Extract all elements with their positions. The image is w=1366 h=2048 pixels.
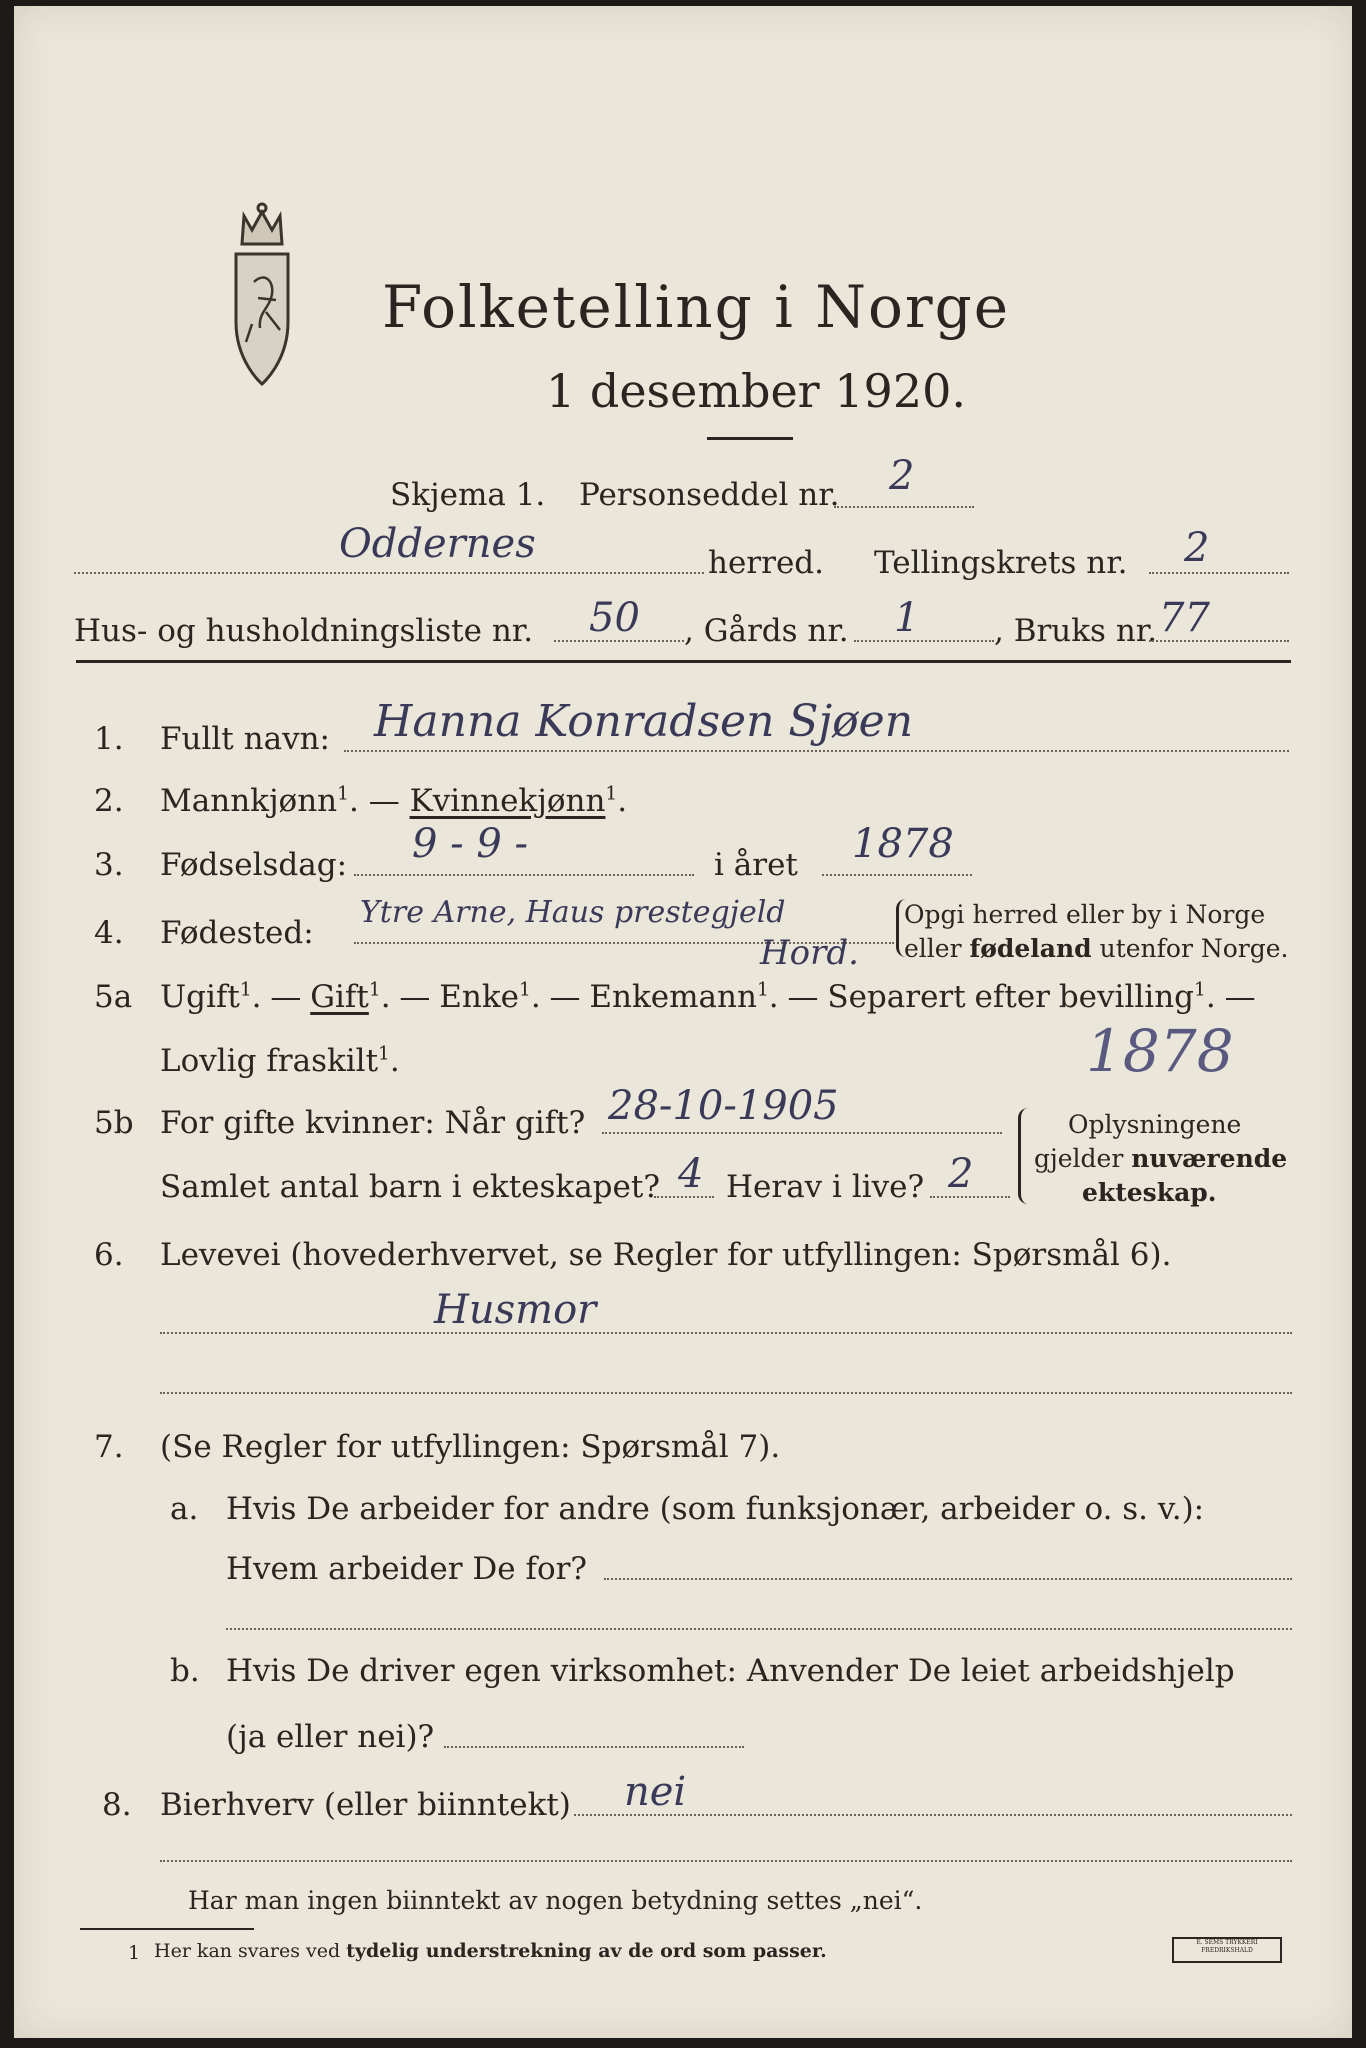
q1-line — [344, 750, 1289, 752]
q7b-question: (ja eller nei)? — [226, 1719, 435, 1755]
q7b-line — [444, 1746, 744, 1748]
q5a-lovlig — [160, 1043, 400, 1079]
footnote-text-b: tydelig understrekning av de ord som passer. — [346, 1940, 827, 1962]
q7a-letter: a. — [170, 1491, 199, 1527]
q5b-value3: 2 — [948, 1151, 974, 1197]
q5b-note-line3: ekteskap. — [1082, 1178, 1217, 1207]
q5b-label1: For gifte kvinner: Når gift? — [160, 1105, 586, 1141]
hus-label: Hus- og husholdningsliste nr. — [74, 613, 534, 649]
footnote-text — [154, 1942, 827, 1961]
q4-extra-value: Hord. — [760, 933, 859, 973]
q2-end: . — [617, 783, 628, 819]
header-divider — [76, 660, 1291, 663]
q5b-note-line2 — [1034, 1146, 1287, 1171]
skjema-label: Skjema 1. — [390, 477, 546, 513]
footnote-mark: 1 — [337, 783, 349, 805]
q5b-label2: Samlet antal barn i ekteskapet? — [160, 1169, 660, 1205]
herred-line — [74, 572, 704, 574]
norway-coat-of-arms-icon — [214, 202, 310, 402]
q8-value: nei — [624, 1769, 687, 1815]
q4-note-a: eller — [904, 934, 970, 963]
q5b-note-b: nuværende — [1131, 1144, 1288, 1173]
footnote-mark: 1 — [1194, 979, 1206, 1001]
q6-label: Levevei (hovederhvervet, se Regler for utfyllingen: Spørsmål 6). — [160, 1237, 1172, 1273]
q4-label: Fødested: — [160, 915, 314, 951]
gards-value: 1 — [894, 595, 920, 641]
footnote-mark: 1 — [378, 1043, 390, 1065]
personseddel-label: Personseddel nr. — [579, 477, 840, 513]
footnote-divider — [80, 1928, 254, 1930]
q4-note-line2 — [904, 936, 1288, 961]
q5a-lovlig-label: Lovlig fraskilt — [160, 1043, 379, 1079]
q7-label: (Se Regler for utfyllingen: Spørsmål 7). — [160, 1429, 781, 1465]
footnote-text-a: Her kan svares ved — [154, 1940, 347, 1962]
tellingskrets-label: Tellingskrets nr. — [874, 545, 1128, 581]
q3-aaret-value: 1878 — [852, 821, 954, 867]
q5a-separator: . — — [251, 979, 311, 1015]
q5a-separator: . — — [768, 979, 828, 1015]
gards-line — [854, 640, 994, 642]
q7b-letter: b. — [170, 1653, 200, 1689]
printer-stamp: E. SEMS TRYKKERI FREDRIKSHALD — [1172, 1937, 1282, 1963]
q5a-enkemann: Enkemann — [589, 979, 757, 1015]
q6-line1 — [160, 1332, 1292, 1334]
title-divider — [707, 437, 793, 440]
q5b-value2: 4 — [678, 1151, 704, 1197]
q1-value: Hanna Konradsen Sjøen — [374, 696, 914, 747]
herred-value: Oddernes — [339, 521, 536, 567]
q5a-end: . — — [1205, 979, 1256, 1015]
q1-number: 1. — [94, 721, 124, 757]
gards-label: , Gårds nr. — [684, 613, 849, 649]
personseddel-value: 2 — [889, 453, 915, 499]
q7a-question: Hvem arbeider De for? — [226, 1551, 588, 1587]
q5a-separator: . — — [530, 979, 590, 1015]
q3-aaret-label: i året — [714, 847, 798, 883]
q3-value: 9 - 9 - — [412, 821, 529, 867]
footnote-number: 1 — [128, 1942, 141, 1964]
q5a-lovlig-end: . — [389, 1043, 400, 1079]
q2-kvinnekjonn: Kvinnekjønn — [409, 783, 606, 819]
tellingskrets-value: 2 — [1184, 525, 1210, 571]
hus-value: 50 — [589, 595, 640, 641]
bruks-label: , Bruks nr. — [994, 613, 1158, 649]
q2-options — [160, 783, 628, 819]
census-form — [14, 6, 1352, 2038]
q7a-line2 — [226, 1628, 1292, 1630]
bruks-value: 77 — [1159, 595, 1210, 641]
q4-note-b: fødeland — [969, 934, 1092, 963]
q7a-line1 — [604, 1578, 1292, 1580]
tellingskrets-line — [1149, 572, 1289, 574]
q3-number: 3. — [94, 847, 124, 883]
q8-number: 8. — [102, 1787, 132, 1823]
q3-aaret-line — [822, 874, 972, 876]
q5a-ugift: Ugift — [160, 979, 240, 1015]
q3-label: Fødselsdag: — [160, 847, 348, 883]
footnote-mark: 1 — [756, 979, 769, 1001]
q5a-options — [160, 979, 1256, 1015]
q5b-value1: 28-10-1905 — [608, 1083, 839, 1129]
q5b-label3: Herav i live? — [726, 1169, 925, 1205]
q7b-text: Hvis De driver egen virksomhet: Anvender De leiet arbeidshjelp — [226, 1653, 1235, 1689]
q6-line2 — [160, 1392, 1292, 1394]
footnote-mark: 1 — [518, 979, 531, 1001]
q5b-note-line1: Oplysningene — [1068, 1110, 1242, 1139]
q5a-enke: Enke — [439, 979, 519, 1015]
q5b-note-a: gjelder — [1034, 1144, 1132, 1173]
q5a-gift: Gift — [310, 979, 369, 1015]
herred-label: herred. — [708, 545, 824, 581]
q6-value: Husmor — [434, 1287, 597, 1333]
form-date: 1 desember 1920. — [546, 364, 966, 418]
footnote-mark: 1 — [368, 979, 381, 1001]
q8-label: Bierhverv (eller biinntekt) — [160, 1787, 571, 1823]
q5b-line1 — [602, 1132, 1002, 1134]
q1-label: Fullt navn: — [160, 721, 330, 757]
q5b-number: 5b — [94, 1105, 134, 1141]
q5a-number: 5a — [94, 979, 133, 1015]
q2-number: 2. — [94, 783, 124, 819]
q4-note-line1: Opgi herred eller by i Norge — [904, 900, 1266, 929]
q7a-text: Hvis De arbeider for andre (som funksjonær, arbeider o. s. v.): — [226, 1491, 1205, 1527]
q6-number: 6. — [94, 1237, 124, 1273]
q5a-margin-value: 1878 — [1086, 1017, 1234, 1085]
q2-separator: . — — [349, 783, 410, 819]
q2-mannkjonn: Mannkjønn — [160, 783, 338, 819]
form-title: Folketelling i Norge — [382, 273, 1011, 341]
q4-note-c: utenfor Norge. — [1091, 934, 1289, 963]
footnote-mark: 1 — [239, 979, 252, 1001]
q8-line2 — [160, 1860, 1292, 1862]
footer-note: Har man ingen biinntekt av nogen betydning settes „nei“. — [188, 1886, 923, 1915]
q4-number: 4. — [94, 915, 124, 951]
personseddel-line — [834, 506, 974, 508]
q5a-separator: . — — [380, 979, 440, 1015]
q5b-brace — [1018, 1108, 1033, 1204]
q7-number: 7. — [94, 1429, 124, 1465]
q3-line — [354, 874, 694, 876]
q4-value: Ytre Arne, Haus prestegjeld — [360, 895, 786, 930]
q5a-separert: Separert efter bevilling — [827, 979, 1195, 1015]
footnote-mark: 1 — [605, 783, 618, 805]
